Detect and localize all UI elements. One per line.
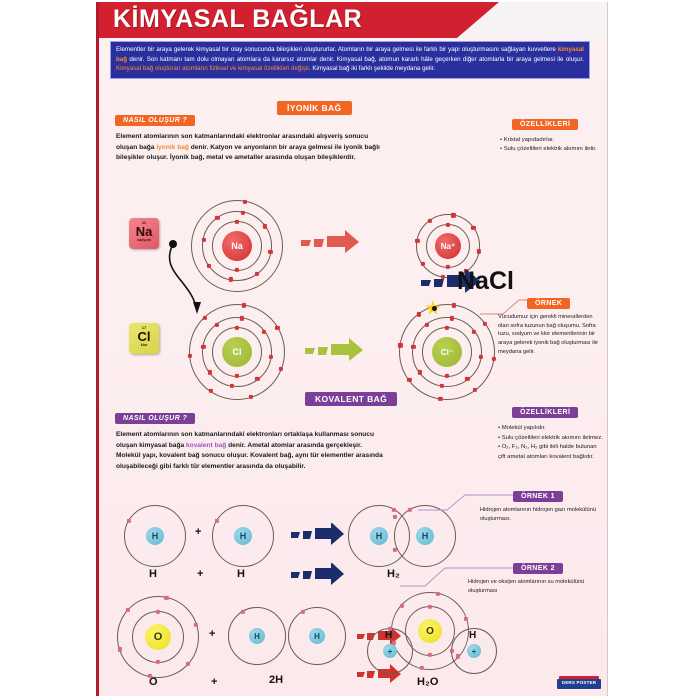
intro-highlight-1: kimyasal bağ [116, 46, 584, 63]
electron [450, 316, 454, 320]
atom-diagram-na [189, 198, 285, 294]
element-symbol-cl: Cl [137, 329, 151, 344]
electron [279, 367, 283, 371]
electron [156, 610, 160, 614]
arrow-h2-label [289, 563, 345, 587]
electron [428, 605, 432, 609]
electron [208, 370, 212, 374]
electron [164, 596, 168, 600]
atom-diagram-o [115, 594, 201, 680]
atom-nucleus: Na [222, 231, 252, 261]
chip-ionic-how: NASIL OLUŞUR ? [115, 115, 195, 126]
electron [241, 210, 245, 214]
h2-plus-sign: + [195, 526, 202, 538]
electron [400, 603, 404, 607]
covalent-example1-text: Hidrojen atomlarının hidrojen gazı molekülünü oluşturması. [480, 507, 597, 522]
covalent-prop-item: • Molekül yapılıdır. [498, 425, 546, 431]
covalent-how-highlight: kovalent bağ [186, 441, 227, 449]
electron [408, 508, 412, 512]
covalent-how-a: Element atomlarının son katmanlarındaki elektronları ortaklaşa kullanması sonucu oluşan kimyasal bağa [116, 431, 374, 449]
covalent-prop-0: Molekül yapılıdır. [501, 425, 546, 431]
chip-covalent-how: NASIL OLUŞUR ? [115, 413, 195, 424]
electron [235, 326, 239, 330]
shared-electron [393, 548, 397, 552]
intro-highlight-2: Kimyasal bağ oluşturan atomların fiziksel ve kimyasal özellikleri değişir [116, 65, 309, 73]
electron [194, 623, 198, 627]
atom-nucleus: O [418, 619, 442, 643]
label-plus-h2: + [197, 568, 204, 580]
electron [229, 277, 233, 281]
electron [214, 323, 218, 327]
electron [249, 395, 253, 399]
electron [440, 384, 444, 388]
atom-nucleus: H [309, 628, 325, 644]
electron [235, 268, 239, 272]
poster-sheet [96, 2, 608, 696]
atom-diagram-cl [185, 300, 289, 404]
electron [207, 263, 211, 267]
electron [465, 377, 469, 381]
ionic-how-a: Element atomlarının son katmanlarındaki elektronlar arasındaki alışveriş sonucu oluşan bağa [116, 133, 369, 151]
electron [201, 345, 205, 349]
chip-covalent-example1: ÖRNEK 1 [513, 491, 563, 502]
section-chip-ionic: İYONİK BAĞ [277, 101, 352, 115]
electron [415, 239, 419, 243]
covalent-example2-text: Hidrojen ve oksijen atomlarının su molekülünü oluşturması [468, 579, 585, 594]
electron [446, 223, 450, 227]
electron [445, 374, 449, 378]
electron [201, 238, 205, 242]
atom-nucleus: H [370, 527, 388, 545]
chip-ionic-example: ÖRNEK [527, 298, 570, 309]
ionic-prop-item: • Kristal yapıdadırlar. [500, 137, 555, 143]
nacl-formula: NaCl [457, 267, 514, 295]
electron [241, 303, 245, 307]
electron [126, 608, 130, 612]
atom-diagram-h2-right [391, 502, 459, 570]
electron [127, 519, 131, 523]
electron [269, 355, 273, 359]
electron [471, 226, 475, 230]
electron [464, 617, 468, 621]
intro-paragraph [110, 41, 590, 79]
electron [428, 219, 432, 223]
atom-nucleus: H [146, 527, 164, 545]
section-chip-covalent: KOVALENT BAĞ [305, 392, 397, 406]
h2o-plus-sign: + [209, 628, 216, 640]
covalent-how-text [116, 430, 386, 472]
covalent-props-list [498, 424, 604, 462]
ionic-how-text [116, 132, 384, 164]
label-h-in-water: H [385, 630, 393, 641]
electron [479, 355, 483, 359]
electron [451, 303, 455, 307]
electron [411, 345, 415, 349]
ionic-how-b: denir. [188, 143, 209, 151]
electron [268, 250, 272, 254]
electron [240, 316, 244, 320]
electron [436, 592, 440, 596]
covalent-prop-item: • O₂, F₂, N₂, H₂ gibi ikili halde bulunan çift ametal atomları kovalent bağlıdır. [498, 444, 597, 460]
atom-nucleus: H [249, 628, 265, 644]
electron [215, 216, 219, 220]
ionic-prop-1: Sulu çözeltileri elektrik akımını iletir. [503, 146, 597, 153]
atom-nucleus: Na⁺ [435, 233, 461, 259]
element-symbol-na: Na [135, 224, 153, 239]
atom-diagram-h-3 [225, 604, 289, 668]
chip-ionic-props: ÖZELLİKLERİ [512, 119, 578, 130]
ionic-props-list [500, 136, 600, 155]
electron [262, 329, 266, 333]
electron [407, 378, 411, 382]
ionic-how-highlight: iyonik bağ [156, 143, 189, 151]
electron [156, 660, 160, 664]
electron [476, 249, 480, 253]
electron [424, 323, 428, 327]
electron [209, 389, 213, 393]
intro-text-c: . Kimyasal bağ iki farklı şekilde meydana gelir. [308, 65, 436, 73]
atom-nucleus: H [234, 527, 252, 545]
electron [472, 329, 476, 333]
label-h-left: H [149, 568, 157, 580]
publisher-logo [557, 676, 601, 692]
ionic-prop-item: • Sulu çözeltileri elektrik akımını iletir. [500, 146, 597, 153]
atom-diagram-h-1 [121, 502, 189, 570]
covalent-prop-1: Sulu çözeltileri elektrik akımını iletmez. [501, 434, 603, 441]
shared-electron [393, 515, 397, 519]
chip-covalent-props: ÖZELLİKLERİ [512, 407, 578, 418]
chip-covalent-example2: ÖRNEK 2 [513, 563, 563, 574]
electron [446, 265, 450, 269]
atom-nucleus: O [145, 624, 171, 650]
electron [473, 387, 477, 391]
intro-text-b: denir. Son katmanı tam dolu olmayan atomlara da kararsız atomlar denir. Kimyasal bağ, atomun kararlı hâle geçerken diğer atomlarla bir araya gelmesi ile oluşur. [127, 55, 584, 63]
covalent-how-c: Ametal atomlar arasında gerçekleşir. Molekül yapı, kovalent bağ sonucu oluşur. Kovalent bağ, aynı tür elementler arasında oluşabileceği gibi farklı tür elementler arasında da oluşabilir. [116, 441, 383, 470]
label-h-in-water: H [469, 630, 477, 641]
label-h2o-product: H₂O [417, 676, 439, 688]
electron [275, 326, 279, 330]
label-h-right: H [237, 568, 245, 580]
electron [491, 356, 495, 360]
element-name-na: sodyum [137, 238, 151, 242]
atom-nucleus: H [416, 527, 434, 545]
logo-label: DERS POSTER [561, 680, 597, 685]
arrow-h2-formation [289, 523, 345, 547]
transferred-electron [432, 306, 437, 311]
atom-nucleus: + [467, 644, 481, 658]
element-name-cl: klor [140, 343, 148, 347]
electron [254, 272, 258, 276]
electron [203, 316, 207, 320]
covalent-how-b: denir. [226, 441, 246, 449]
electron [118, 647, 122, 651]
atom-nucleus: Cl [222, 337, 252, 367]
atom-nucleus: + [383, 644, 397, 658]
ionic-prop-0: Kristal yapıdadırlar. [503, 137, 555, 143]
electron [241, 610, 245, 614]
label-plus-h2o: + [211, 676, 218, 688]
electron [482, 322, 486, 326]
covalent-prop-item: • Sulu çözeltileri elektrik akımını iletmez. [498, 434, 603, 441]
electron [235, 220, 239, 224]
ionic-how-c: Katyon ve anyonların bir araya gelmesi ile iyonik bağlı bileşikler oluşur. İyonik bağ, metal ve ametaller arasında oluşan bileşiklerdir. [116, 143, 380, 161]
electron [230, 384, 234, 388]
electron [235, 374, 239, 378]
electron [451, 213, 455, 217]
atom-diagram-h-2 [209, 502, 277, 570]
arrow-cl-to-ion [303, 338, 365, 364]
arrow-na-to-ion [299, 230, 361, 256]
page-title: KİMYASAL BAĞLAR [113, 5, 363, 33]
electron [263, 224, 267, 228]
covalent-prop-2: O₂, F₂, N₂, H₂ gibi ikili halde bulunan çift ametal atomları kovalent bağlıdır. [498, 444, 597, 460]
electron [255, 377, 259, 381]
atom-nucleus: Cl⁻ [432, 337, 462, 367]
electron [215, 519, 219, 523]
label-o: O [149, 676, 158, 688]
atom-diagram-h-4 [285, 604, 349, 668]
electron [243, 200, 247, 204]
electron [186, 662, 190, 666]
element-number-cl: 17 [141, 325, 147, 330]
electron [438, 396, 442, 400]
element-number-na: 11 [141, 220, 147, 225]
electron [417, 312, 421, 316]
electron [418, 370, 422, 374]
electron [421, 262, 425, 266]
ionic-example-text: Vücudumuz için gerekli minerallerden olan sofra tuzunun bağ oluşumu. Sofra tuzu, sodyum ve klor elementlerinin bir araya gelerek iyonik bağ oluşturması ile meydana gelir. [498, 314, 598, 355]
electron [428, 653, 432, 657]
label-h2-product: H₂ [387, 568, 400, 580]
electron [450, 649, 454, 653]
electron [301, 610, 305, 614]
intro-text-a: Elementler bir araya gelerek kimyasal bir olay sonucunda bileşikleri oluştururlar. Atomların bir araya gelmesi ile farklı bir yapı oluşturmasını sağlayan kuvvetlere [116, 46, 558, 53]
electron [420, 666, 424, 670]
label-2h: 2H [269, 674, 284, 686]
electron [445, 326, 449, 330]
electron [188, 354, 192, 358]
electron [398, 343, 402, 347]
